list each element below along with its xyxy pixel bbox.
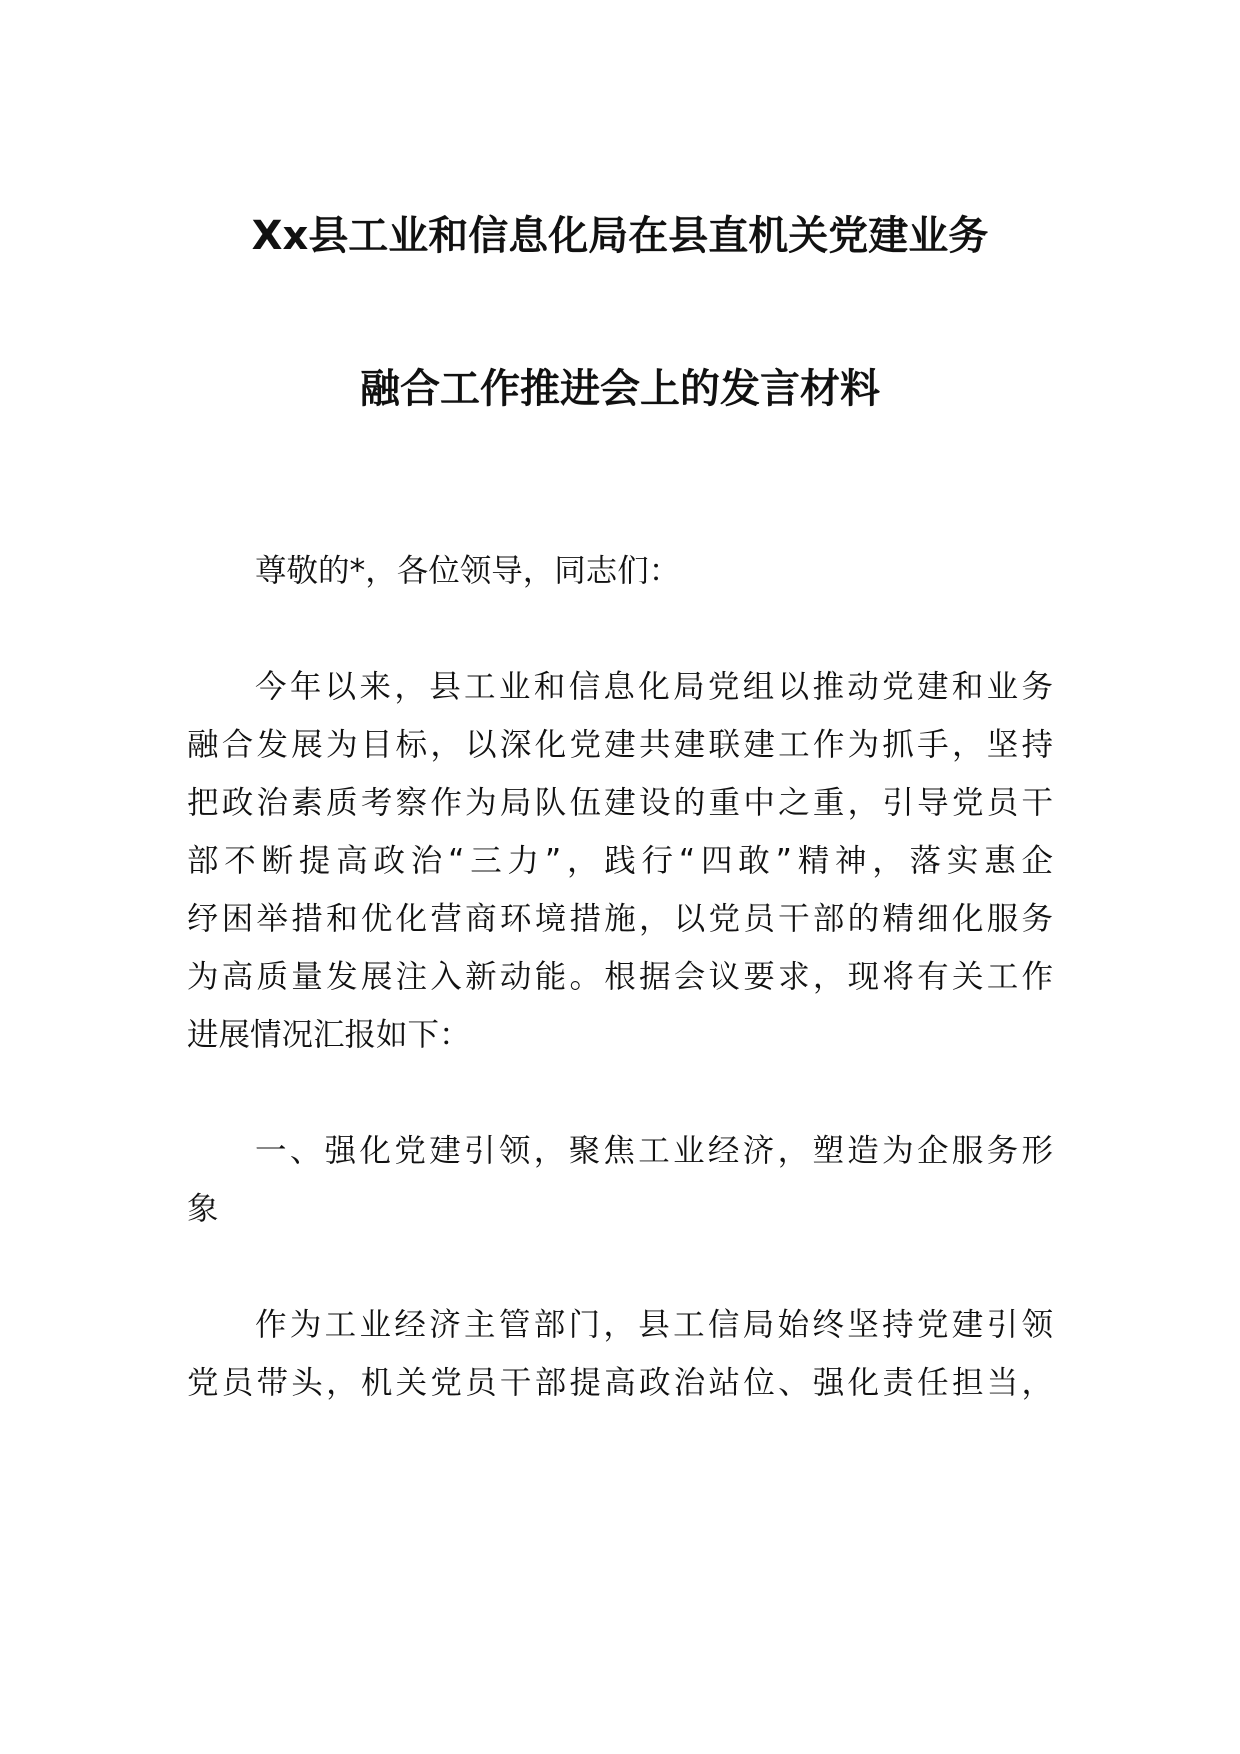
document-title-line-2: 融合工作推进会上的发言材料 (360, 366, 880, 412)
paragraph-1-line-2: 融合发展为目标，以深化党建共建联建工作为抓手，坚持 (187, 727, 1053, 763)
paragraph-1-line-7: 进展情况汇报如下： (187, 1017, 471, 1053)
paragraph-1-line-4: 部不断提高政治“三力”，践行“四敢”精神，落实惠企 (187, 843, 1053, 879)
section-heading-1-line-2: 象 (187, 1191, 219, 1227)
document-title-line-1: Xx县工业和信息化局在县直机关党建业务 (251, 213, 989, 259)
paragraph-2-line-2: 党员带头，机关党员干部提高政治站位、强化责任担当， (187, 1365, 1053, 1401)
paragraph-1-line-5: 纾困举措和优化营商环境措施，以党员干部的精细化服务 (187, 901, 1053, 937)
paragraph-2-line-1: 作为工业经济主管部门，县工信局始终坚持党建引领 (255, 1307, 1053, 1343)
paragraph-1-line-1: 今年以来，县工业和信息化局党组以推动党建和业务 (255, 669, 1053, 705)
section-heading-1-line-1: 一、强化党建引领，聚焦工业经济，塑造为企服务形 (255, 1133, 1053, 1169)
paragraph-1-line-3: 把政治素质考察作为局队伍建设的重中之重，引导党员干 (187, 785, 1053, 821)
salutation: 尊敬的*，各位领导，同志们： (255, 553, 681, 589)
paragraph-1-line-6: 为高质量发展注入新动能。根据会议要求，现将有关工作 (187, 959, 1053, 995)
